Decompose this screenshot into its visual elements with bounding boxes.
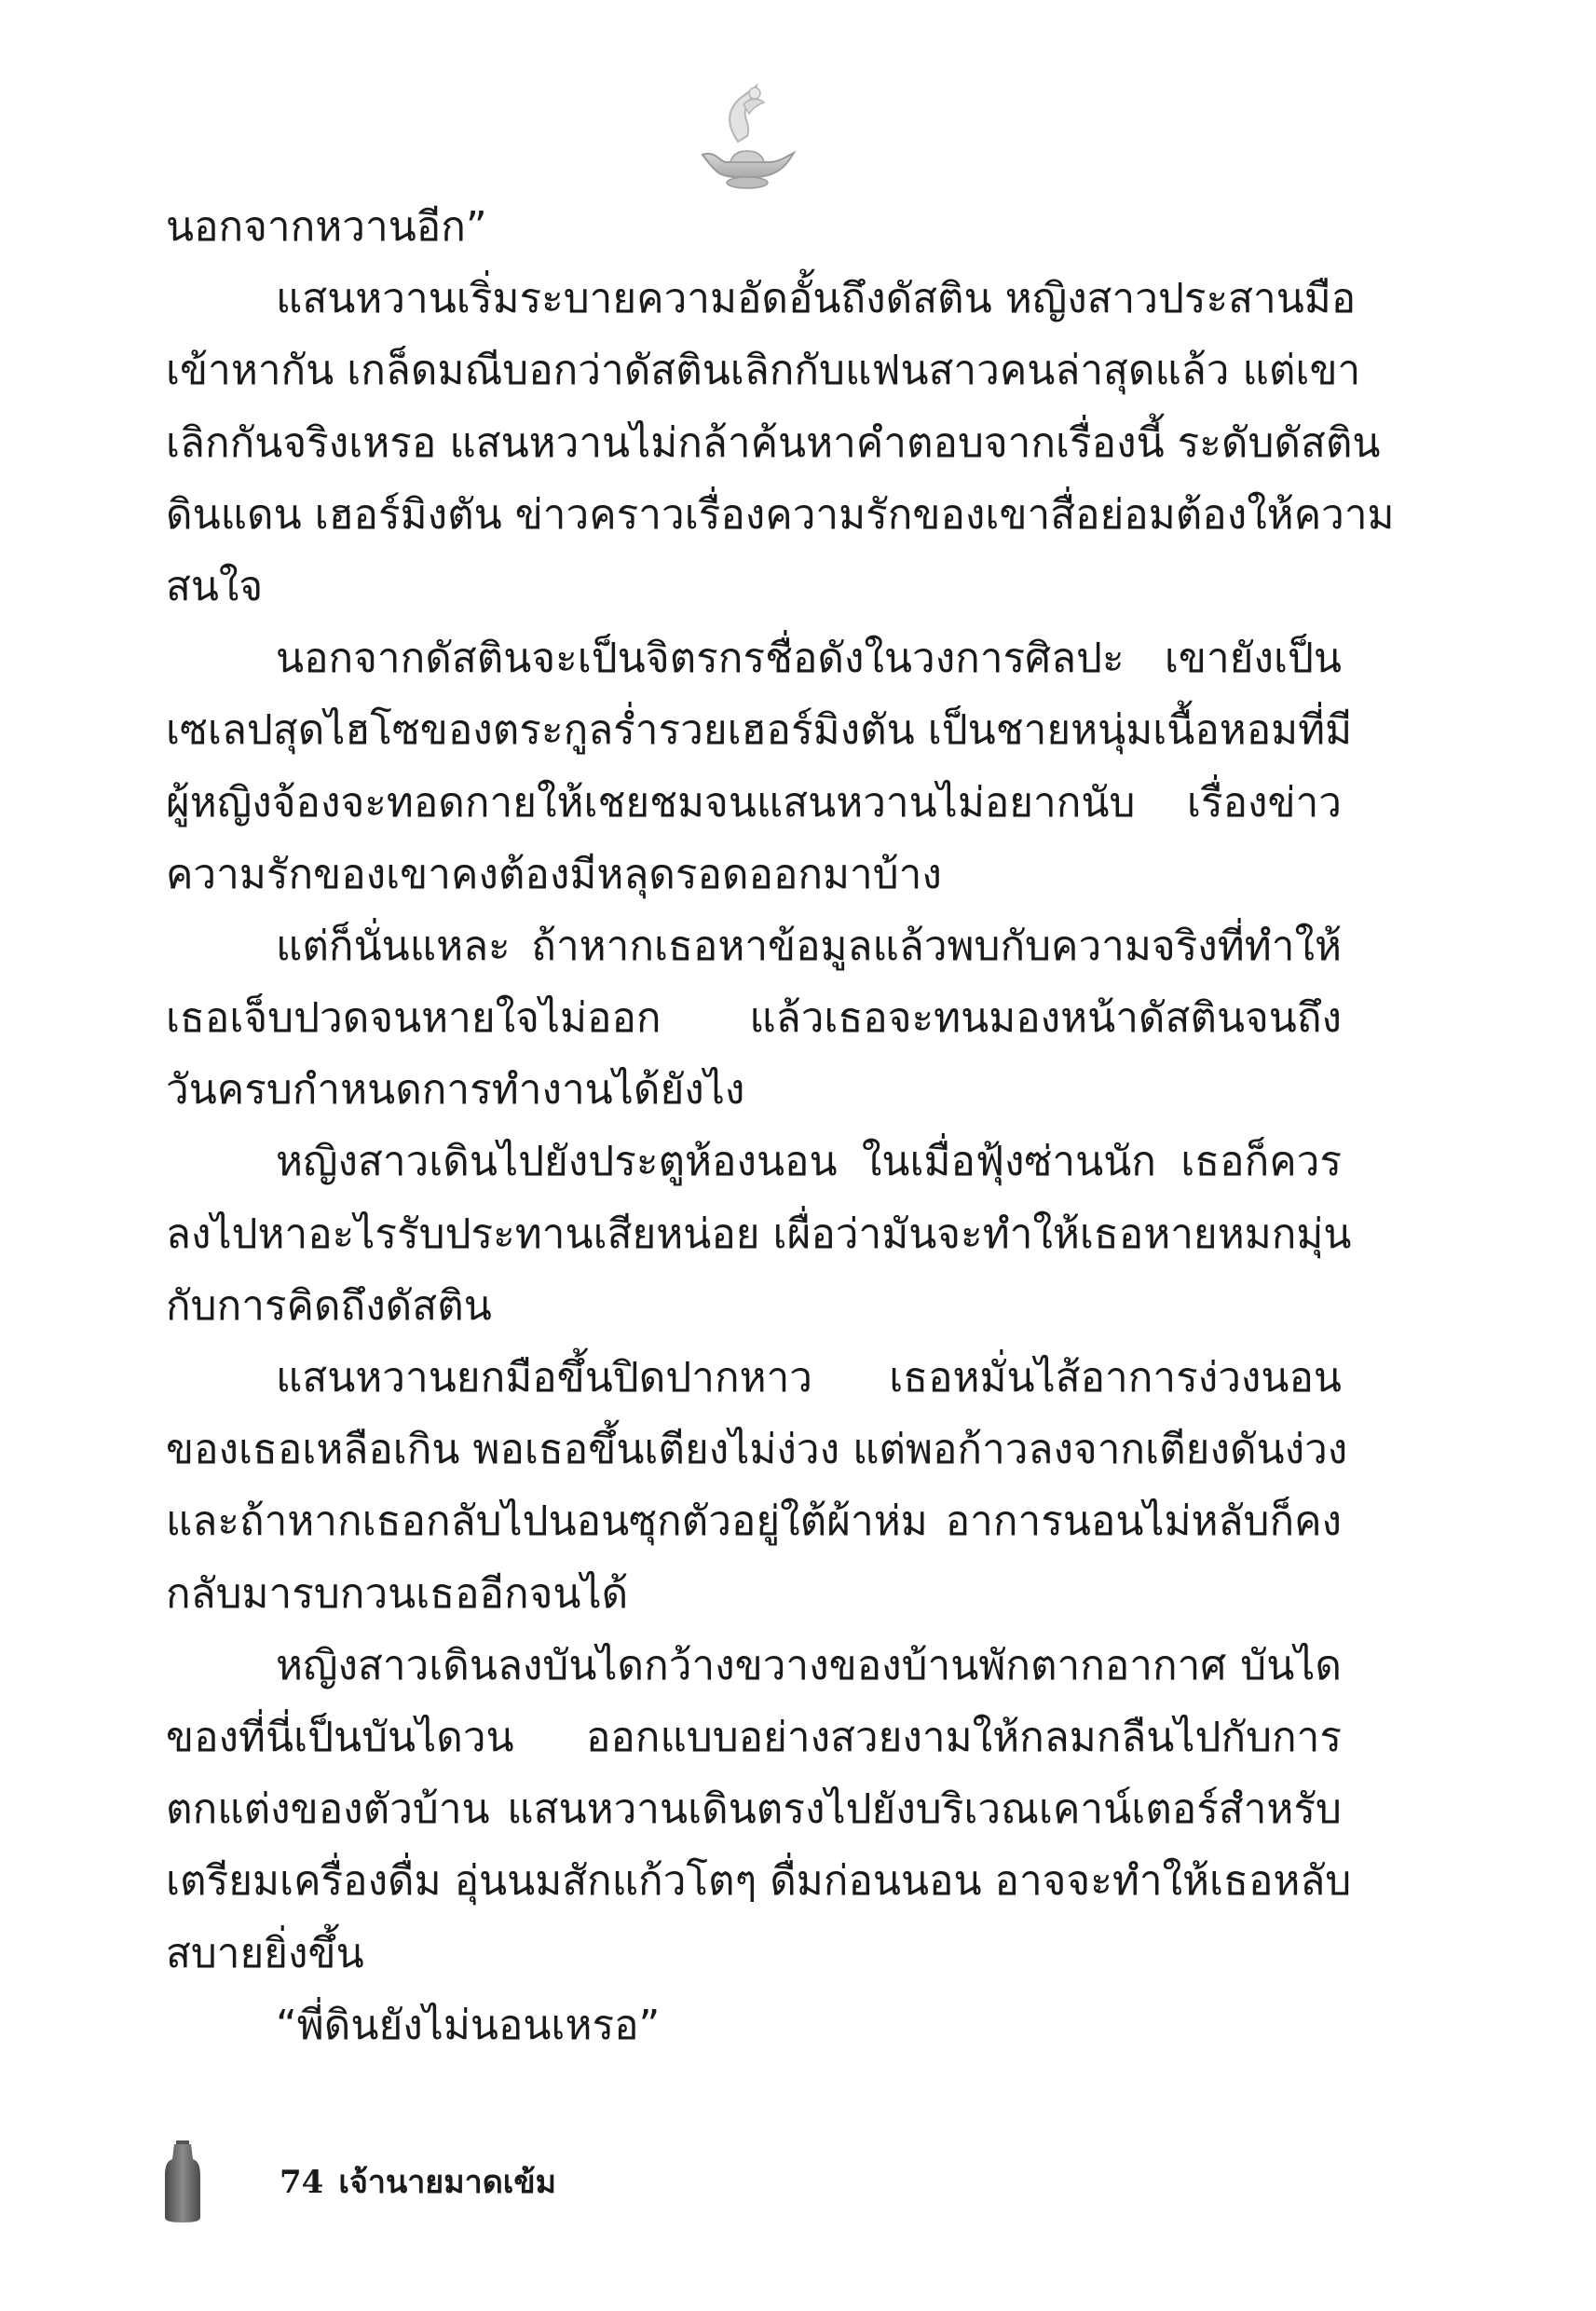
text-line: ความรักของเขาคงต้องมีหลุดรอดออกมาบ้าง [166, 850, 942, 898]
text-line: หญิงสาวเดินไปยังประตูห้องนอน ในเมื่อฟุ้งซ่านนัก เธอก็ควร [276, 1138, 1342, 1186]
text-line: และถ้าหากเธอกลับไปนอนซุกตัวอยู่ใต้ผ้าห่ม อาการนอนไม่หลับก็คง [166, 1497, 1342, 1546]
text-line: ของเธอเหลือเกิน พอเธอขึ้นเตียงไม่ง่วง แต่พอก้าวลงจากเตียงดันง่วง [166, 1426, 1348, 1474]
page-footer [163, 2139, 722, 2232]
book-title: เจ้านายมาดเข้ม [338, 2164, 557, 2201]
footer-text [280, 2159, 556, 2206]
text-line: ดินแดน เฮอร์มิงตัน ข่าวคราวเรื่องความรักของเขาสื่อย่อมต้องให้ความ [166, 490, 1395, 539]
text-line: แสนหวานยกมือขึ้นปิดปากหาว เธอหมั่นไส้อาการง่วงนอน [276, 1354, 1342, 1402]
text-line: หญิงสาวเดินลงบันไดกว้างขวางของบ้านพักตากอากาศ บันได [276, 1641, 1342, 1689]
apron-icon [163, 2139, 202, 2224]
text-line: กลับมารบกวนเธออีกจนได้ [166, 1569, 629, 1618]
text-line: วันครบกำหนดการทำงานได้ยังไง [166, 1066, 745, 1114]
text-line: สบายยิ่งขึ้น [166, 1929, 364, 1977]
text-line: ตกแต่งของตัวบ้าน แสนหวานเดินตรงไปยังบริเวณเคาน์เตอร์สำหรับ [166, 1785, 1342, 1834]
text-line: กับการคิดถึงดัสติน [166, 1281, 492, 1330]
text-line: เลิกกันจริงเหรอ แสนหวานไม่กล้าค้นหาคำตอบจากเรื่องนี้ ระดับดัสติน [166, 418, 1381, 467]
text-line: เซเลปสุดไฮโซของตระกูลร่ำรวยเฮอร์มิงตัน เป็นชายหนุ่มเนื้อหอมที่มี [166, 706, 1353, 755]
text-line: ผู้หญิงจ้องจะทอดกายให้เชยชมจนแสนหวานไม่อยากนับ เรื่องข่าว [166, 778, 1342, 827]
body-text [166, 191, 1395, 2061]
text-line: นอกจากดัสตินจะเป็นจิตรกรชื่อดังในวงการศิลปะ เขายังเป็น [276, 635, 1342, 683]
text-line: “พี่ดินยังไม่นอนเหรอ” [276, 2001, 661, 2049]
page-number: 74 [280, 2164, 324, 2201]
text-line: เข้าหากัน เกล็ดมณีบอกว่าดัสตินเลิกกับแฟนสาวคนล่าสุดแล้ว แต่เขา [166, 347, 1361, 395]
text-line: สนใจ [166, 562, 264, 610]
text-line: เตรียมเครื่องดื่ม อุ่นนมสักแก้วโตๆ ดื่มก่อนนอน อาจจะทำให้เธอหลับ [166, 1857, 1352, 1906]
text-line: ลงไปหาอะไรรับประทานเสียหน่อย เผื่อว่ามันจะทำให้เธอหายหมกมุ่น [166, 1210, 1352, 1258]
genie-lamp-icon [689, 76, 801, 198]
text-line: แต่ก็นั่นแหละ ถ้าหากเธอหาข้อมูลแล้วพบกับความจริงที่ทำให้ [276, 922, 1342, 970]
text-line: เธอเจ็บปวดจนหายใจไม่ออก แล้วเธอจะทนมองหน้าดัสตินจนถึง [166, 994, 1342, 1043]
text-line: นอกจากหวานอีก” [166, 203, 487, 251]
text-line: ของที่นี่เป็นบันไดวน ออกแบบอย่างสวยงามให้กลมกลืนไปกับการ [166, 1713, 1342, 1761]
text-line: แสนหวานเริ่มระบายความอัดอั้นถึงดัสติน หญิงสาวประสานมือ [276, 275, 1357, 323]
